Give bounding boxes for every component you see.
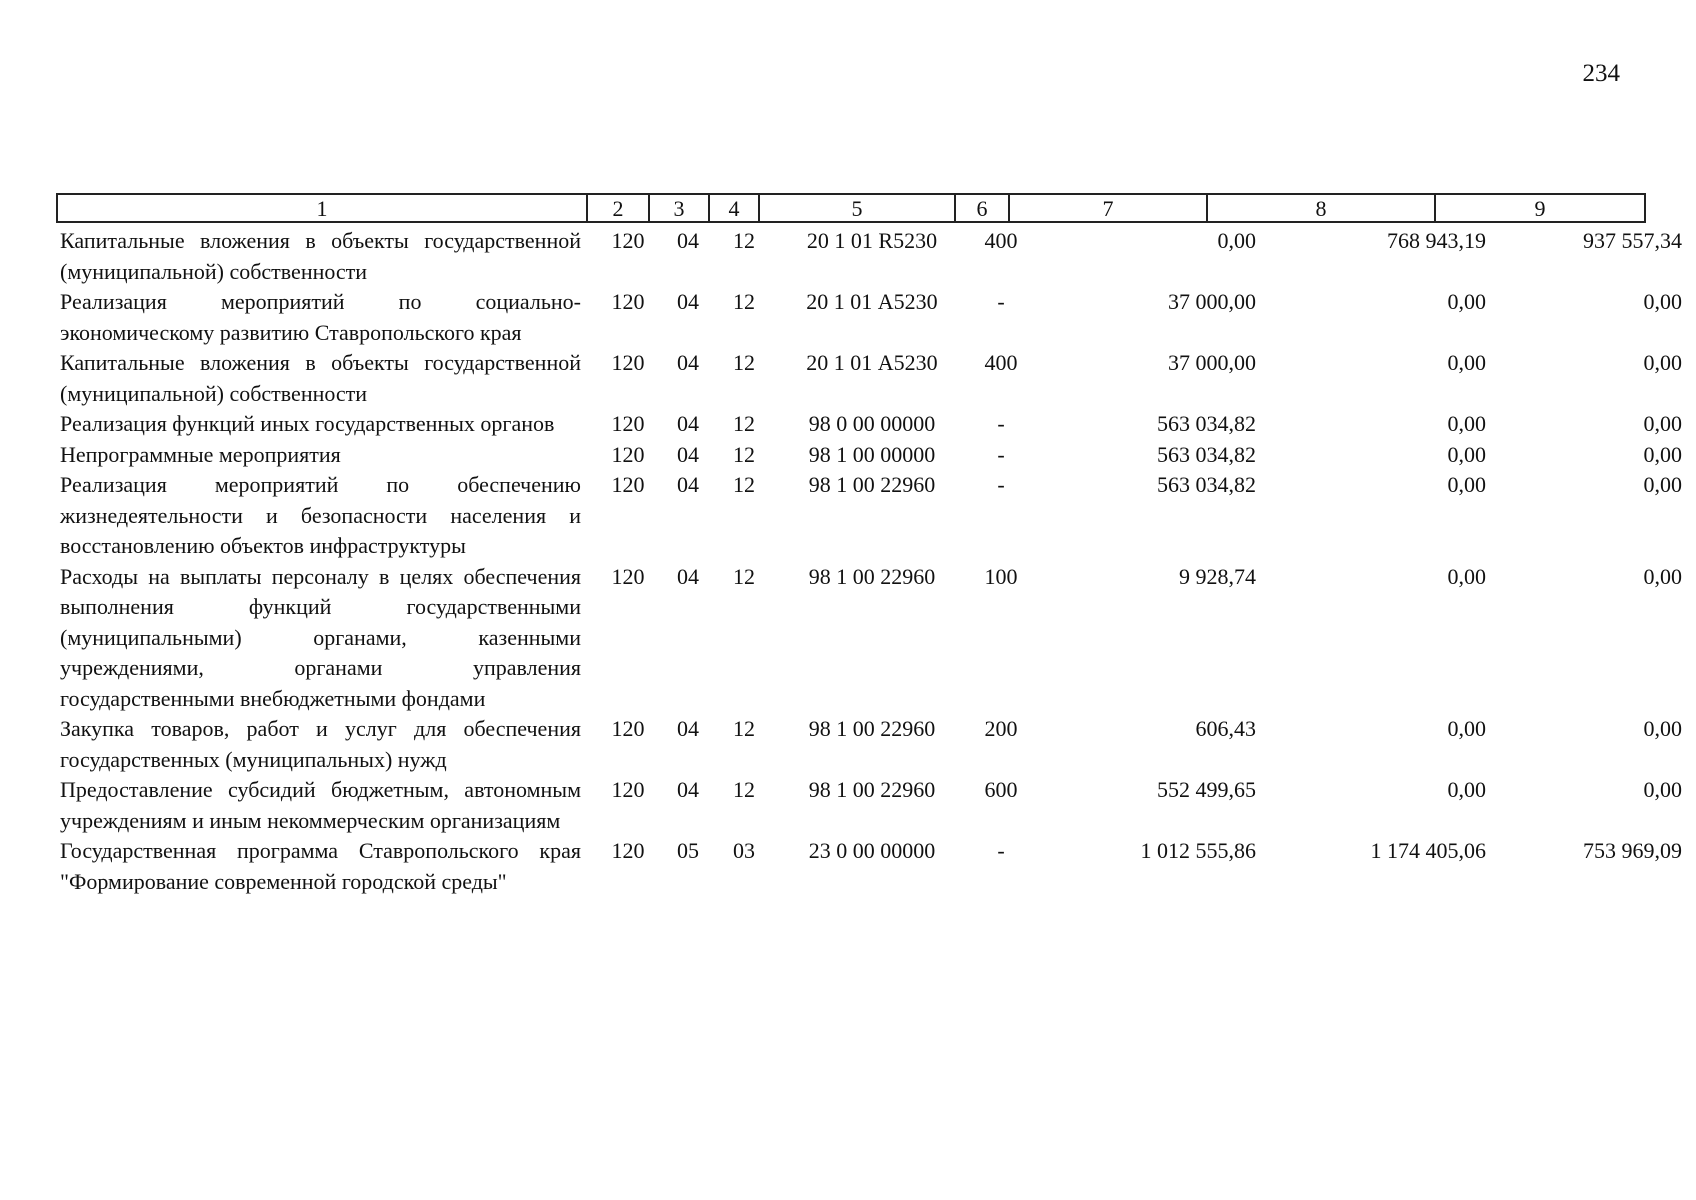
row-col-6: 200: [984, 716, 1018, 741]
row-col-3: 04: [677, 350, 699, 375]
header-col-6: 6: [954, 193, 1010, 223]
row-col-5: 98 1 00 22960: [808, 716, 936, 741]
table-row: [56, 470, 1682, 562]
row-col-6: 100: [984, 563, 1018, 589]
header-col-2: 2: [586, 193, 650, 223]
header-col-5: 5: [758, 193, 956, 223]
row-col-9: 0,00: [1643, 472, 1682, 497]
row-col-7: 606,43: [1195, 716, 1256, 741]
header-col-4: 4: [708, 193, 760, 223]
row-col-9: 753 969,09: [1583, 838, 1682, 863]
row-col-5: 98 1 00 22960: [808, 777, 936, 802]
row-col-2: 120: [611, 228, 645, 253]
row-col-5: 20 1 01 R5230: [806, 228, 938, 253]
row-description: Предоставление субсидий бюджетным, автономным учреждениям и иным некоммерческим организациям: [60, 777, 581, 833]
row-description: Реализация функций иных государственных органов: [60, 411, 555, 436]
row-col-8: 0,00: [1447, 289, 1486, 314]
table-row: [56, 287, 1682, 348]
row-col-8: 0,00: [1447, 563, 1486, 589]
row-col-5: 98 0 00 00000: [808, 411, 936, 436]
row-description: Расходы на выплаты персоналу в целях обеспечения выполнения функций государственными (муниципальными) органами, казенными учреждениями, органами управления государственными внебюджетными фондами: [60, 563, 581, 711]
row-col-6: 600: [984, 777, 1018, 802]
row-col-6: -: [997, 472, 1005, 497]
header-col-8: 8: [1206, 193, 1436, 223]
row-col-2: 120: [611, 441, 645, 467]
row-col-2: 120: [611, 289, 645, 314]
table-row: [56, 562, 1682, 715]
row-col-8: 0,00: [1447, 350, 1486, 375]
row-description: Государственная программа Ставропольского края "Формирование современной городской среды": [60, 838, 581, 894]
row-col-2: 120: [611, 838, 645, 863]
row-col-7: 37 000,00: [1168, 289, 1256, 314]
row-col-6: -: [997, 441, 1005, 467]
row-col-7: 37 000,00: [1168, 350, 1256, 375]
row-description: Непрограммные мероприятия: [60, 441, 341, 467]
row-col-4: 12: [733, 716, 755, 741]
row-col-2: 120: [611, 350, 645, 375]
row-description: Реализация мероприятий по обеспечению жизнедеятельности и безопасности населения и восстановлению объектов инфраструктуры: [60, 472, 581, 558]
row-col-2: 120: [611, 563, 645, 589]
row-col-3: 04: [677, 472, 699, 497]
row-col-7: 1 012 555,86: [1140, 838, 1256, 863]
row-col-8: 0,00: [1447, 441, 1486, 467]
table-row: [56, 440, 1682, 471]
row-description: Закупка товаров, работ и услуг для обеспечения государственных (муниципальных) нужд: [60, 716, 581, 772]
row-col-9: 0,00: [1643, 777, 1682, 802]
row-col-9: 0,00: [1643, 289, 1682, 314]
row-col-3: 04: [677, 716, 699, 741]
row-col-6: -: [997, 411, 1005, 436]
row-col-4: 12: [733, 472, 755, 497]
row-col-9: 0,00: [1643, 411, 1682, 436]
row-col-3: 04: [677, 563, 699, 589]
table-body: [56, 226, 1682, 897]
table-row: [56, 775, 1682, 836]
row-col-9: 0,00: [1643, 350, 1682, 375]
row-col-9: 0,00: [1643, 716, 1682, 741]
table-row: [56, 409, 1682, 440]
row-col-4: 12: [733, 350, 755, 375]
row-col-4: 12: [733, 289, 755, 314]
row-col-4: 12: [733, 228, 755, 253]
row-col-3: 04: [677, 411, 699, 436]
row-col-5: 98 1 00 00000: [808, 441, 936, 467]
row-col-5: 20 1 01 А5230: [806, 350, 938, 375]
row-col-7: 552 499,65: [1157, 777, 1256, 802]
row-col-3: 04: [677, 777, 699, 802]
row-col-2: 120: [611, 716, 645, 741]
row-col-7: 9 928,74: [1179, 563, 1256, 589]
row-col-7: 0,00: [1217, 228, 1256, 253]
row-col-2: 120: [611, 411, 645, 436]
row-col-8: 0,00: [1447, 411, 1486, 436]
row-col-6: -: [997, 289, 1005, 314]
row-col-3: 05: [677, 838, 699, 863]
row-col-4: 03: [733, 838, 755, 863]
row-col-4: 12: [733, 777, 755, 802]
header-col-9: 9: [1434, 193, 1646, 223]
row-col-8: 0,00: [1447, 472, 1486, 497]
row-col-6: -: [997, 838, 1005, 863]
row-col-2: 120: [611, 777, 645, 802]
row-col-5: 20 1 01 А5230: [806, 289, 938, 314]
row-col-9: 937 557,34: [1583, 228, 1682, 253]
row-col-8: 1 174 405,06: [1370, 838, 1486, 863]
row-col-9: 0,00: [1643, 563, 1682, 589]
row-description: Капитальные вложения в объекты государственной (муниципальной) собственности: [60, 228, 581, 284]
header-col-3: 3: [648, 193, 710, 223]
row-col-2: 120: [611, 472, 645, 497]
row-col-8: 0,00: [1447, 716, 1486, 741]
table-row: [56, 226, 1682, 287]
table-row: [56, 836, 1682, 897]
row-description: Реализация мероприятий по социально-экономическому развитию Ставропольского края: [60, 289, 581, 345]
row-col-3: 04: [677, 289, 699, 314]
row-col-4: 12: [733, 411, 755, 436]
table-row: [56, 348, 1682, 409]
header-col-1: 1: [56, 193, 588, 223]
row-col-7: 563 034,82: [1157, 441, 1256, 467]
page-number: 234: [1582, 60, 1620, 87]
row-col-6: 400: [984, 228, 1018, 253]
header-col-7: 7: [1008, 193, 1208, 223]
row-col-3: 04: [677, 228, 699, 253]
row-col-5: 98 1 00 22960: [808, 472, 936, 497]
row-col-7: 563 034,82: [1157, 472, 1256, 497]
row-col-3: 04: [677, 441, 699, 467]
row-col-7: 563 034,82: [1157, 411, 1256, 436]
row-col-5: 98 1 00 22960: [808, 563, 936, 589]
row-col-6: 400: [984, 350, 1018, 375]
row-col-4: 12: [733, 563, 755, 589]
table-row: [56, 714, 1682, 775]
row-col-9: 0,00: [1643, 441, 1682, 467]
row-col-5: 23 0 00 00000: [808, 838, 936, 863]
row-col-4: 12: [733, 441, 755, 467]
row-col-8: 768 943,19: [1387, 228, 1486, 253]
row-col-8: 0,00: [1447, 777, 1486, 802]
row-description: Капитальные вложения в объекты государственной (муниципальной) собственности: [60, 350, 581, 406]
